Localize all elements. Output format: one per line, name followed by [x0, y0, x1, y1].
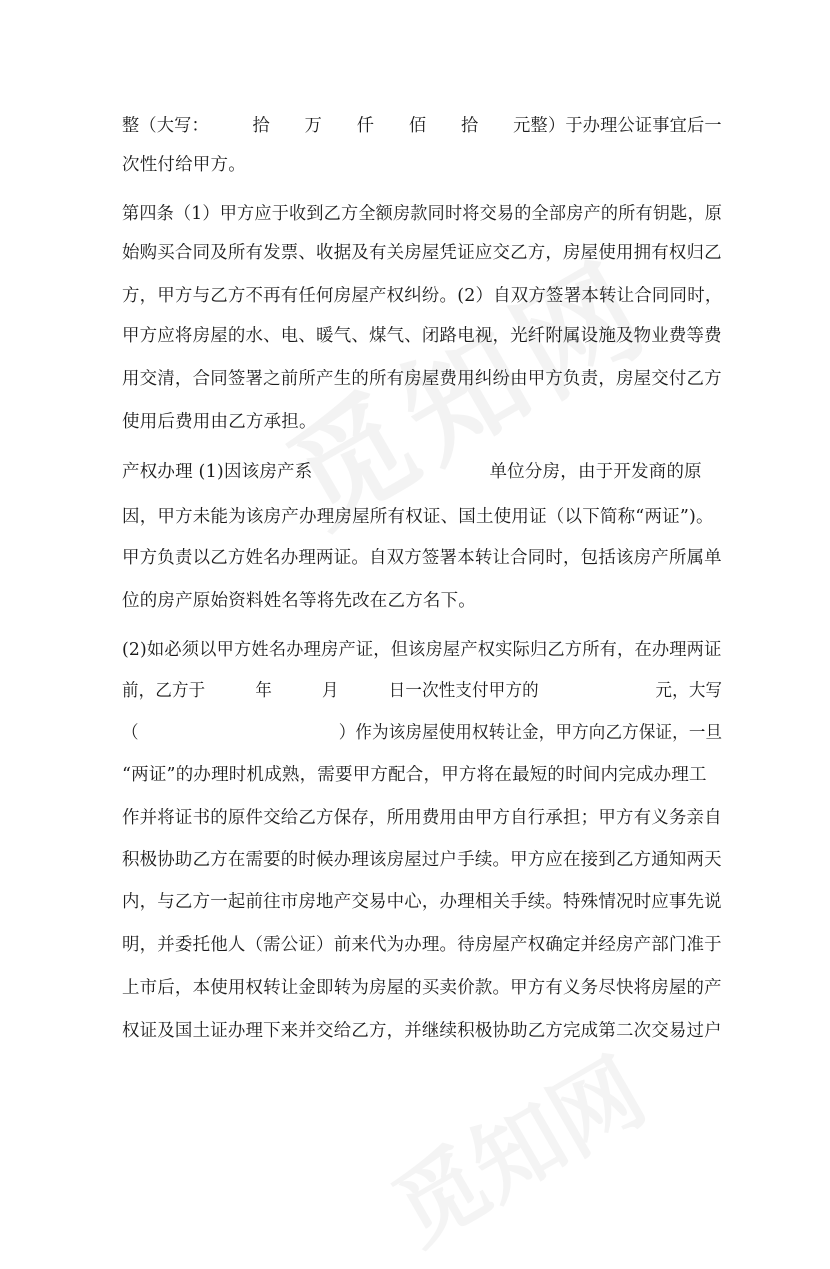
text-line-20: 明，并委托他人（需公证）前来代为办理。待房屋产权确定并经房产部门准于 — [122, 935, 722, 955]
text-line-11: 甲方负责以乙方姓名办理两证。自双方签署本转让合同时，包括该房产所属单 — [122, 548, 722, 568]
text-line-15: （ ）作为该房屋使用权转让金，甲方向乙方保证，一旦 — [122, 723, 723, 743]
text-line-16: “两证”的办理时机成熟，需要甲方配合，甲方将在最短的时间内完成办理工 — [122, 765, 707, 785]
text-line-10: 因，甲方未能为该房产办理房屋所有权证、国土使用证（以下简称“两证”)。 — [122, 507, 714, 527]
text-line-4: 始购买合同及所有发票、收据及有关房屋凭证应交乙方，房屋使用拥有权归乙 — [122, 243, 722, 263]
text-line-9: 产权办理 (1)因该房产系 单位分房，由于开发商的原 — [122, 462, 702, 482]
watermark-secondary — [366, 1021, 665, 1269]
text-line-13: (2)如必须以甲方姓名办理房产证，但该房屋产权实际归乙方所有，在办理两证 — [122, 640, 722, 660]
text-line-8: 使用后费用由乙方承担。 — [122, 412, 317, 432]
text-line-22: 权证及国土证办理下来并交给乙方，并继续积极协助乙方完成第二次交易过户 — [122, 1021, 722, 1041]
text-line-3: 第四条（1）甲方应于收到乙方全额房款同时将交易的全部房产的所有钥匙，原 — [122, 204, 723, 224]
text-line-18: 积极协助乙方在需要的时候办理该房屋过户手续。甲方应在接到乙方通知两天 — [122, 850, 722, 870]
text-line-6: 甲方应将房屋的水、电、暖气、煤气、闭路电视，光纤附属设施及物业费等费 — [122, 326, 722, 346]
text-line-12: 位的房产原始资料姓名等将先改在乙方名下。 — [122, 591, 476, 611]
text-line-14: 前，乙方于 年 月 日一次性支付甲方的 元，大写 — [122, 681, 723, 701]
text-line-7: 用交清，合同签署之前所产生的所有房屋费用纠纷由甲方负责，房屋交付乙方 — [122, 369, 722, 389]
text-line-5: 方，甲方与乙方不再有任何房屋产权纠纷。(2）自双方签署本转让合同同时， — [122, 286, 723, 306]
text-line-21: 上市后，本使用权转让金即转为房屋的买卖价款。甲方有义务尽快将房屋的产 — [122, 978, 722, 998]
text-line-1: 整（大写： 拾 万 仟 佰 拾 元整）于办理公证事宜后一 — [122, 116, 722, 136]
text-line-2: 次性付给甲方。 — [122, 155, 246, 175]
text-line-19: 内，与乙方一起前往市房地产交易中心，办理相关手续。特殊情况时应事先说 — [122, 892, 722, 912]
text-line-17: 作并将证书的原件交给乙方保存，所用费用由甲方自行承担；甲方有义务亲自 — [122, 808, 722, 828]
